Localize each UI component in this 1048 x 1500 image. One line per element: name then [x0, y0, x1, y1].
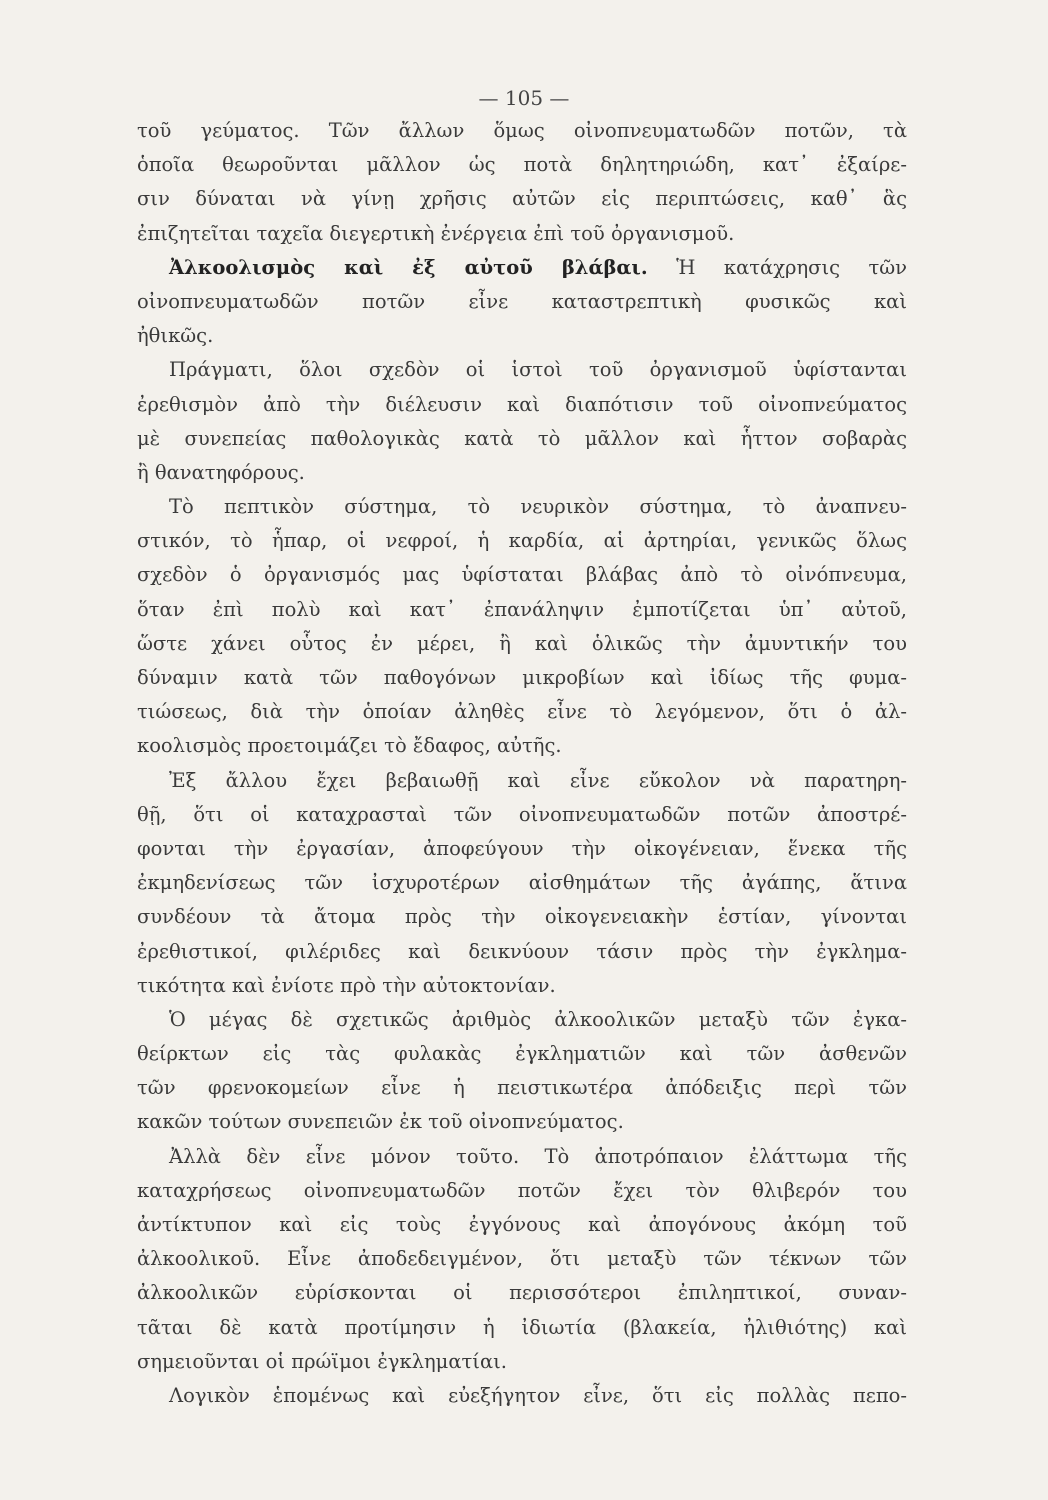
line-text: τοῦ γεύματος. Τῶν ἄλλων ὅμως οἰνοπνευματωδῶν ποτῶν, τὰ: [137, 119, 907, 142]
text-line: [137, 251, 907, 285]
line-text: ἐρεθιστικοί, φιλέριδες καὶ δεικνύουν τάσιν πρὸς τὴν ἐγκλημα-: [137, 939, 907, 963]
text-line: [137, 1311, 907, 1345]
line-text: στικόν, τὸ ἧπαρ, οἱ νεφροί, ἡ καρδία, αἱ ἀρτηρίαι, γενικῶς ὅλως: [137, 529, 907, 553]
line-text: ἐκμηδενίσεως τῶν ἰσχυροτέρων αἰσθημάτων τῆς ἀγάπης, ἅτινα: [137, 871, 907, 895]
text-line: [137, 1174, 907, 1208]
section-heading: Ἀλκοολισμὸς καὶ ἐξ αὐτοῦ βλάβαι.: [169, 255, 648, 279]
text-line: [137, 1140, 907, 1174]
text-line: [137, 524, 907, 558]
text-line: [137, 764, 907, 798]
text-line: [137, 866, 907, 900]
text-line: [137, 456, 907, 490]
text-line: [137, 114, 907, 148]
text-line: [137, 729, 907, 763]
text-line: [137, 422, 907, 456]
line-text: τῶν φρενοκομείων εἶνε ἡ πειστικωτέρα ἀπόδειξις περὶ τῶν: [137, 1076, 907, 1100]
line-text: μὲ συνεπείας παθολογικὰς κατὰ τὸ μᾶλλον καὶ ἧττον σοβαρὰς: [137, 426, 907, 450]
line-text: ὥστε χάνει οὗτος ἐν μέρει, ἢ καὶ ὁλικῶς τὴν ἀμυντικήν του: [137, 631, 907, 655]
text-line: [137, 1105, 907, 1139]
line-text: φονται τὴν ἐργασίαν, ἀποφεύγουν τὴν οἰκογένειαν, ἕνεκα τῆς: [137, 836, 907, 860]
text-line: [137, 388, 907, 422]
line-text: ἀλκοολικῶν εὑρίσκονται οἱ περισσότεροι ἐπιληπτικοί, συναν-: [137, 1281, 907, 1305]
line-text: ἠθικῶς.: [137, 324, 214, 348]
text-line: [137, 490, 907, 524]
line-text: τικότητα καὶ ἐνίοτε πρὸ τὴν αὐτοκτονίαν.: [137, 973, 556, 997]
line-text: Ἐξ ἄλλου ἔχει βεβαιωθῇ καὶ εἶνε εὔκολον νὰ παρατηρη-: [169, 768, 907, 792]
text-line: [137, 1345, 907, 1379]
line-text: συνδέουν τὰ ἄτομα πρὸς τὴν οἰκογενειακὴν ἑστίαν, γίνονται: [137, 905, 907, 929]
line-text: τᾶται δὲ κατὰ προτίμησιν ἡ ἰδιωτία (βλακεία, ἠλιθιότης) καὶ: [137, 1315, 907, 1339]
line-text: Τὸ πεπτικὸν σύστημα, τὸ νευρικὸν σύστημα, τὸ ἀναπνευ-: [169, 495, 907, 519]
text-line: [137, 1242, 907, 1276]
line-text: ὅταν ἐπὶ πολὺ καὶ κατ᾽ ἐπανάληψιν ἐμποτίζεται ὑπ᾽ αὐτοῦ,: [137, 597, 907, 621]
line-text: τιώσεως, διὰ τὴν ὁποίαν ἀληθὲς εἶνε τὸ λεγόμενον, ὅτι ὁ ἀλ-: [137, 700, 907, 724]
text-line: [137, 798, 907, 832]
line-text: ὁποῖα θεωροῦνται μᾶλλον ὡς ποτὰ δηλητηριώδη, κατ᾽ ἐξαίρε-: [137, 153, 907, 177]
line-text: ἀντίκτυπον καὶ εἰς τοὺς ἐγγόνους καὶ ἀπογόνους ἀκόμη τοῦ: [137, 1213, 907, 1236]
line-text: ἐρεθισμὸν ἀπὸ τὴν διέλευσιν καὶ διαπότισιν τοῦ οἰνοπνεύματος: [137, 392, 907, 416]
line-text: Ὁ μέγας δὲ σχετικῶς ἀριθμὸς ἀλκοολικῶν μεταξὺ τῶν ἐγκα-: [169, 1007, 907, 1031]
text-line: [137, 319, 907, 353]
text-line: [137, 1003, 907, 1037]
body-text: [137, 114, 907, 1413]
text-line: [137, 593, 907, 627]
line-text: σημειοῦνται οἱ πρώϊμοι ἐγκληματίαι.: [137, 1349, 507, 1373]
text-line: [137, 1037, 907, 1071]
line-text: Ἀλλὰ δὲν εἶνε μόνον τοῦτο. Τὸ ἀποτρόπαιον ἐλάττωμα τῆς: [169, 1144, 907, 1168]
line-text: ἀλκοολικοῦ. Εἶνε ἀποδεδειγμένον, ὅτι μεταξὺ τῶν τέκνων τῶν: [137, 1247, 907, 1271]
text-line: [137, 353, 907, 387]
text-line: [137, 1071, 907, 1105]
text-line: [137, 900, 907, 934]
line-text: σχεδὸν ὁ ὀργανισμός μας ὑφίσταται βλάβας ἀπὸ τὸ οἰνόπνευμα,: [137, 563, 907, 587]
line-text: Λογικὸν ἑπομένως καὶ εὐεξήγητον εἶνε, ὅτι εἰς πολλὰς πεπο-: [169, 1383, 907, 1407]
text-line: [137, 695, 907, 729]
text-line: [137, 832, 907, 866]
line-text: θείρκτων εἰς τὰς φυλακὰς ἐγκληματιῶν καὶ τῶν ἀσθενῶν: [137, 1042, 907, 1066]
text-line: [137, 285, 907, 319]
text-line: [137, 661, 907, 695]
line-text: δύναμιν κατὰ τῶν παθογόνων μικροβίων καὶ ἰδίως τῆς φυμα-: [137, 666, 907, 689]
line-text: κοολισμὸς προετοιμάζει τὸ ἔδαφος, αὐτῆς.: [137, 734, 562, 758]
line-text: Ἡ κατάχρησις τῶν: [647, 255, 908, 279]
text-line: [137, 969, 907, 1003]
line-text: ἐπιζητεῖται ταχεῖα διεγερτικὴ ἐνέργεια ἐπὶ τοῦ ὀργανισμοῦ.: [137, 221, 735, 245]
line-text: ἢ θανατηφόρους.: [137, 460, 305, 484]
text-line: [137, 1379, 907, 1413]
line-text: Πράγματι, ὅλοι σχεδὸν οἱ ἱστοὶ τοῦ ὀργανισμοῦ ὑφίστανται: [169, 358, 907, 382]
line-text: οἰνοπνευματωδῶν ποτῶν εἶνε καταστρεπτικὴ φυσικῶς καὶ: [137, 289, 907, 313]
text-line: [137, 182, 907, 216]
text-line: [137, 627, 907, 661]
text-line: [137, 1276, 907, 1310]
line-text: κακῶν τούτων συνεπειῶν ἐκ τοῦ οἰνοπνεύματος.: [137, 1110, 624, 1134]
text-line: [137, 1208, 907, 1242]
text-line: [137, 935, 907, 969]
text-line: [137, 217, 907, 251]
line-text: σιν δύναται νὰ γίνῃ χρῆσις αὐτῶν εἰς περιπτώσεις, καθ᾽ ἃς: [137, 187, 907, 211]
line-text: καταχρήσεως οἰνοπνευματωδῶν ποτῶν ἔχει τὸν θλιβερόν του: [137, 1178, 907, 1202]
text-line: [137, 148, 907, 182]
line-text: θῇ, ὅτι οἱ καταχρασταὶ τῶν οἰνοπνευματωδῶν ποτῶν ἀποστρέ-: [137, 802, 907, 826]
page-number: — 105 —: [478, 86, 570, 110]
text-line: [137, 558, 907, 592]
